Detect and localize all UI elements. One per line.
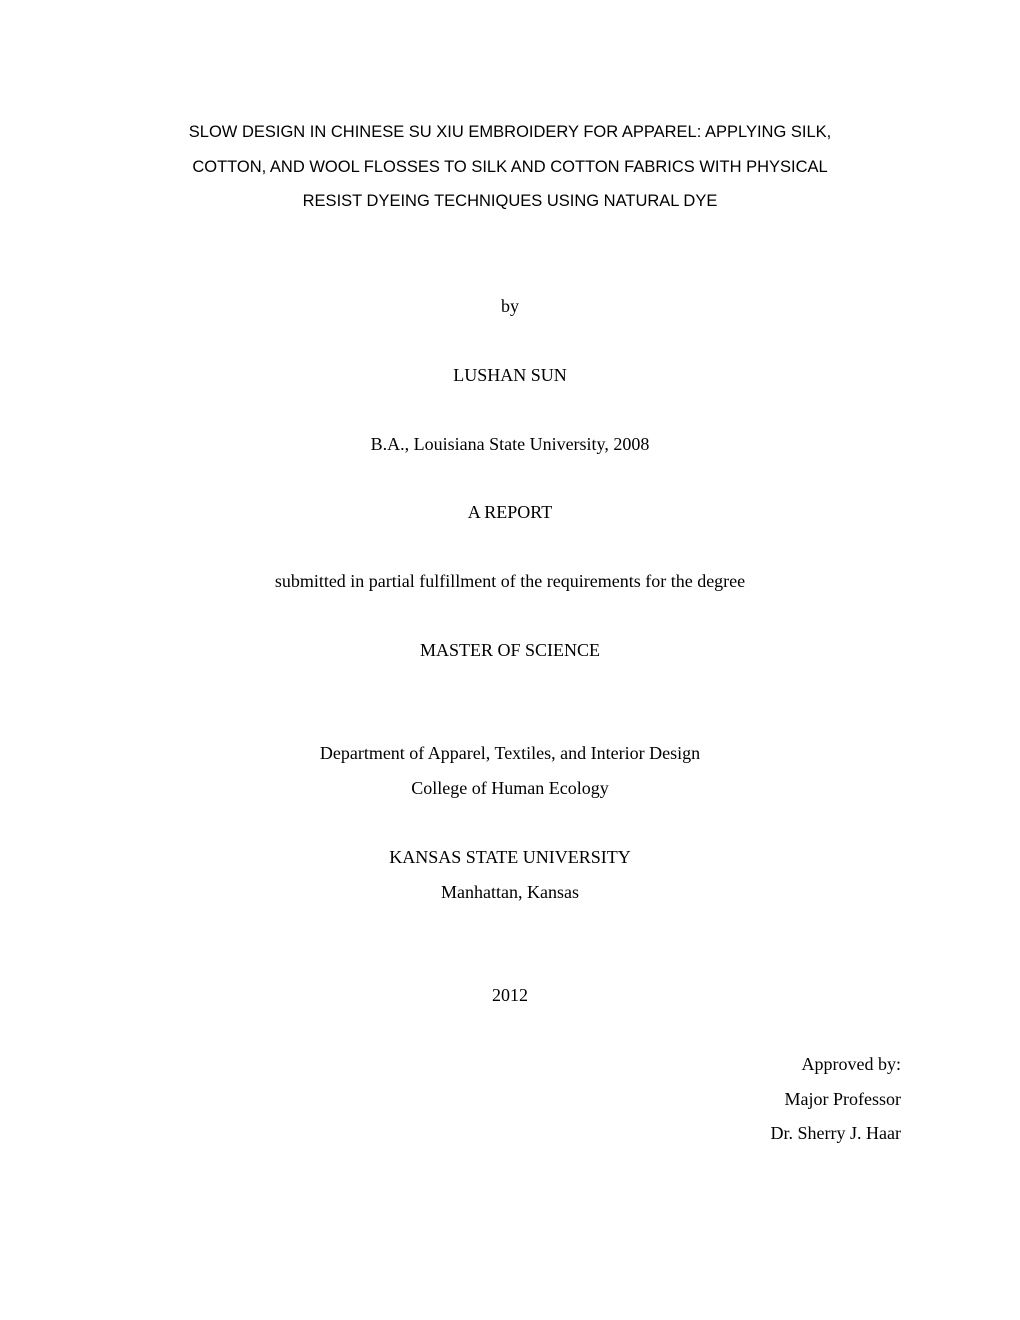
university-name: KANSAS STATE UNIVERSITY (389, 847, 631, 867)
degree-name: MASTER OF SCIENCE (419, 640, 601, 660)
college-name: College of Human Ecology (411, 778, 609, 798)
submission-statement: submitted in partial fulfillment of the requirements for the degree (274, 571, 746, 591)
title-line-2: COTTON, AND WOOL FLOSSES TO SILK AND COTTON FABRICS WITH PHYSICAL (192, 158, 828, 176)
prior-degree: B.A., Louisiana State University, 2008 (370, 434, 650, 454)
approver-role: Major Professor (784, 1089, 901, 1109)
document-type: A REPORT (467, 502, 553, 522)
year: 2012 (492, 985, 528, 1005)
location: Manhattan, Kansas (441, 882, 579, 902)
by-label: by (501, 296, 519, 316)
approver-name: Dr. Sherry J. Haar (770, 1123, 901, 1143)
department-name: Department of Apparel, Textiles, and Interior Design (319, 743, 701, 763)
approval-label: Approved by: (801, 1054, 901, 1074)
author-name: LUSHAN SUN (453, 365, 567, 385)
title-line-3: RESIST DYEING TECHNIQUES USING NATURAL DYE (302, 192, 718, 210)
title-line-1: SLOW DESIGN IN CHINESE SU XIU EMBROIDERY FOR APPAREL: APPLYING SILK, (188, 123, 832, 141)
